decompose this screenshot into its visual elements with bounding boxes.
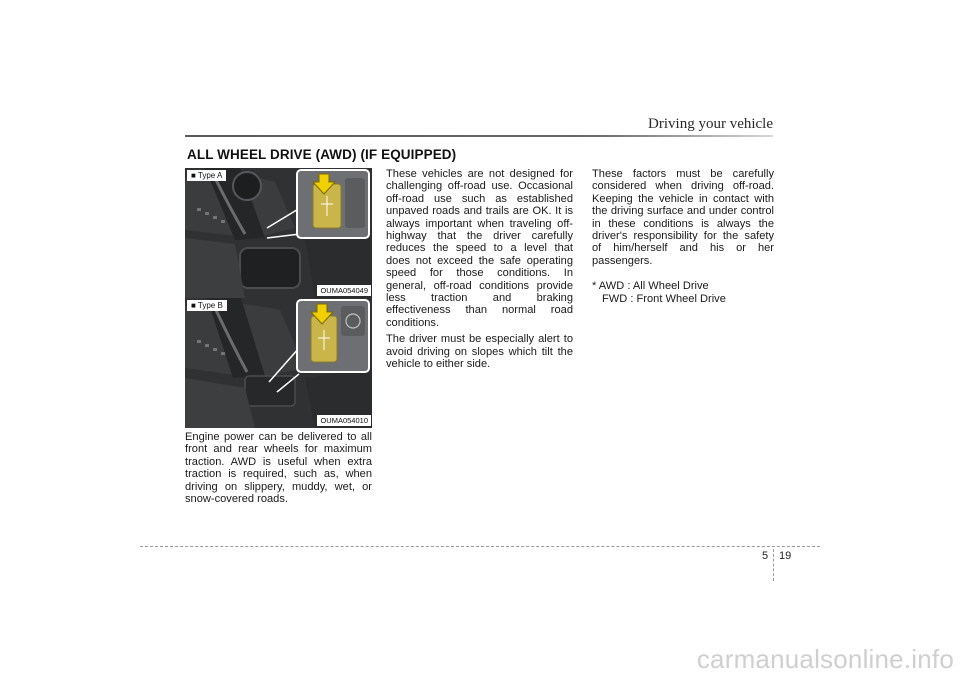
figure-type-a: [185, 168, 372, 298]
console-photo-type-b: [185, 298, 372, 428]
page-number: 19: [779, 550, 792, 562]
figure-type-a-label: ■ Type A: [187, 170, 226, 181]
figure-type-b-code: OUMA054010: [317, 415, 371, 426]
console-photo-type-a: [185, 168, 372, 298]
offroad-warning-paragraph: These vehicles are not designed for challenging off-road use. Occasional off-road use such as established unpaved roads and trails are OK. It is always important when traveling off-highway that the driver carefully reduces the speed to a level that does not exceed the safe operating speed for those conditions. In general, off-road conditions provide less traction and braking effectiveness than normal road conditions.: [386, 168, 573, 329]
header-rule: [185, 135, 773, 137]
abbreviation-note: [592, 280, 774, 306]
figure-type-a-code: OUMA054049: [317, 285, 371, 296]
slope-warning-paragraph: The driver must be especially alert to avoid driving on slopes which tilt the vehicle to either side.: [386, 333, 573, 371]
column-3: [592, 168, 774, 306]
column-2: [386, 168, 573, 375]
section-title: Driving your vehicle: [648, 116, 773, 132]
column-1: [185, 431, 372, 509]
footer-rule: [140, 546, 820, 547]
awd-intro-paragraph: Engine power can be delivered to all front and rear wheels for maximum traction. AWD is useful when extra traction is required, such as, when driving on slippery, muddy, wet, or snow-covered roads.: [185, 431, 372, 506]
note-fwd: FWD : Front Wheel Drive: [602, 293, 726, 306]
responsibility-paragraph: These factors must be carefully considered when driving off-road. Keeping the vehicle in contact with the driving surface and under control in these conditions is always the driver's responsibility for the safety of him/herself and his or her passengers.: [592, 168, 774, 267]
chapter-number: 5: [762, 550, 769, 562]
figure-type-b: [185, 298, 372, 428]
page-number-divider: [773, 549, 774, 581]
watermark: carmanualsonline.info: [696, 644, 954, 674]
figure-type-b-label: ■ Type B: [187, 300, 227, 311]
note-awd: * AWD : All Wheel Drive: [592, 280, 709, 293]
page-heading: ALL WHEEL DRIVE (AWD) (IF EQUIPPED): [187, 147, 457, 162]
